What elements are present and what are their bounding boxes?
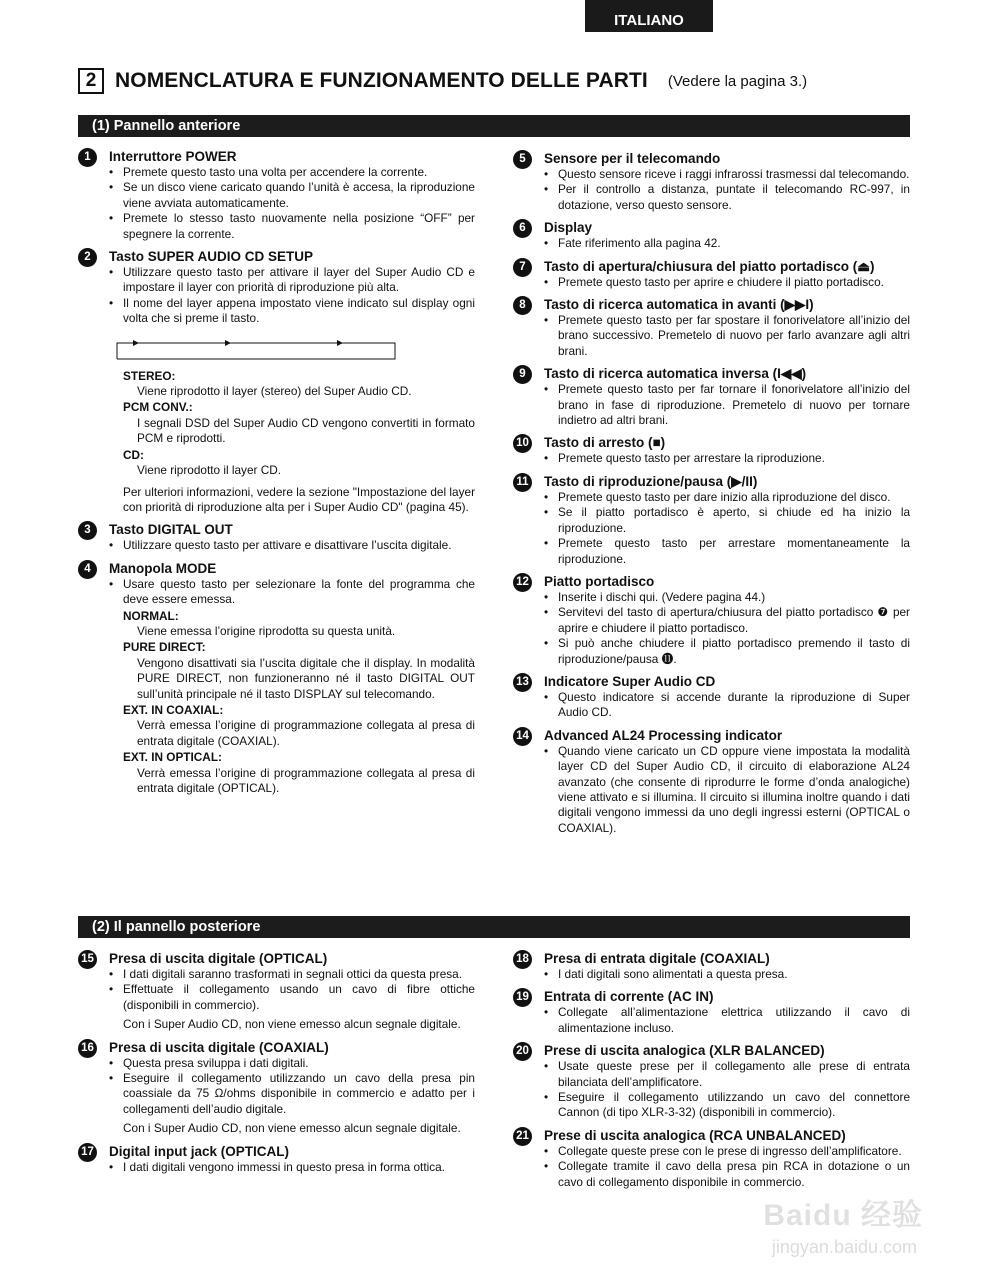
- watermark-url: jingyan.baidu.com: [771, 1237, 917, 1257]
- bullet: • Se un disco viene caricato quando l’unità è accesa, la riproduzione viene avviata automaticamente.: [109, 180, 475, 211]
- chapter-title: NOMENCLATURA E FUNZIONAMENTO DELLE PARTI: [115, 69, 648, 92]
- bullet: • Inserite i dischi qui. (Vedere pagina 44.): [544, 590, 910, 605]
- item-title: Sensore per il telecomando: [544, 151, 721, 166]
- item-title: Prese di uscita analogica (XLR BALANCED): [544, 1043, 825, 1059]
- item-title: Tasto SUPER AUDIO CD SETUP: [109, 249, 314, 265]
- bullet: • I dati digitali vengono immessi in questo presa in forma ottica.: [109, 1160, 475, 1175]
- bullet: • Premete questo tasto per arrestare la riproduzione.: [544, 451, 910, 466]
- mode-description: I segnali DSD del Super Audio CD vengono convertiti in formato PCM e riprodotti.: [137, 415, 475, 446]
- item-13: [513, 673, 910, 721]
- item-note: Con i Super Audio CD, non viene emesso alcun segnale digitale.: [123, 1017, 461, 1032]
- bullet: • Fate riferimento alla pagina 42.: [544, 236, 910, 251]
- bullet: • Premete lo stesso tasto nuovamente nella posizione “OFF” per spegnere la corrente.: [109, 211, 475, 242]
- item-title: Tasto di arresto (■): [544, 435, 666, 451]
- item-number-badge: 5: [513, 150, 532, 169]
- item-number-badge: 9: [513, 365, 532, 384]
- rear-right-column: [513, 950, 910, 1196]
- item-title: Entrata di corrente (AC IN): [544, 989, 714, 1005]
- bullet: • Eseguire il collegamento utilizzando un cavo della presa pin coassiale da 75 Ω/ohms disponibile in commercio e adatto per i collegamenti dell’audio digitale.: [109, 1071, 475, 1117]
- bullet: • Premete questo tasto per aprire e chiudere il piatto portadisco.: [544, 275, 910, 290]
- section-front-heading: (1) Pannello anteriore: [78, 115, 910, 137]
- item-title: Tasto di apertura/chiusura del piatto portadisco (⏏): [544, 258, 875, 274]
- item-title: Tasto di riproduzione/pausa (▶/II): [544, 473, 758, 489]
- item-2: [78, 248, 475, 515]
- bullet: • Collegate queste prese con le prese di ingresso dell’amplificatore.: [544, 1144, 910, 1159]
- item-title: Interruttore POWER: [109, 149, 237, 164]
- item-number-badge: 2: [78, 248, 97, 267]
- item-11: [513, 473, 910, 567]
- item-number-badge: 1: [78, 148, 97, 167]
- item-number-badge: 3: [78, 521, 97, 540]
- mode-label: EXT. IN OPTICAL:: [123, 750, 222, 765]
- chapter-number: 2: [78, 68, 104, 94]
- mode-label: STEREO:: [123, 368, 176, 383]
- item-4: [78, 560, 475, 797]
- item-title: Tasto di ricerca automatica inversa (I◀◀): [544, 366, 807, 382]
- mode-description: Viene emessa l’origine riprodotta su questa unità.: [137, 623, 396, 638]
- item-15: [78, 950, 475, 1033]
- item-8: [513, 296, 910, 359]
- item-title: Advanced AL24 Processing indicator: [544, 727, 783, 743]
- item-title: Presa di entrata digitale (COAXIAL): [544, 951, 770, 966]
- item-number-badge: 13: [513, 673, 532, 692]
- item-19: [513, 988, 910, 1036]
- bullet: • Collegate tramite il cavo della presa pin RCA in dotazione o un cavo di collegamento disponibile in commercio.: [544, 1159, 910, 1190]
- bullet: • Premete questo tasto una volta per accendere la corrente.: [109, 165, 475, 180]
- item-title: Manopola MODE: [109, 560, 217, 576]
- item-title: Indicatore Super Audio CD: [544, 673, 716, 689]
- bullet: • Collegate all’alimentazione elettrica utilizzando il cavo di alimentazione incluso.: [544, 1005, 910, 1036]
- bullet: • Per il controllo a distanza, puntate il telecomando RC-997, in dotazione, verso questo sensore.: [544, 182, 910, 213]
- item-number-badge: 6: [513, 219, 532, 238]
- mode-label: PURE DIRECT:: [123, 640, 206, 655]
- bullet: • Questa presa sviluppa i dati digitali.: [109, 1056, 475, 1071]
- item-number-badge: 19: [513, 988, 532, 1007]
- mode-label: CD:: [123, 447, 144, 462]
- mode-label: EXT. IN COAXIAL:: [123, 702, 224, 717]
- bullet: • Premete questo tasto per far tornare il fonorivelatore all’inizio del brano in fase di riproduzione. Premetelo di nuovo per tornare indietro ad altri brani.: [544, 382, 910, 428]
- front-right-column: [513, 150, 910, 842]
- item-9: [513, 365, 910, 428]
- bullet: • Premete questo tasto per dare inizio alla riproduzione del disco.: [544, 490, 910, 505]
- item-number-badge: 8: [513, 296, 532, 315]
- item-number-badge: 7: [513, 258, 532, 277]
- item-number-badge: 12: [513, 573, 532, 592]
- item-14: [513, 727, 910, 836]
- item-3: [78, 521, 475, 553]
- bullet: • Questo sensore riceve i raggi infrarossi trasmessi dal telecomando.: [544, 167, 910, 182]
- mode-description: Verrà emessa l’origine di programmazione collegata al presa di entrata digitale (COAXIAL).: [137, 718, 475, 748]
- rear-left-column: [78, 950, 475, 1181]
- item-number-badge: 14: [513, 727, 532, 746]
- item-title: Presa di uscita digitale (OPTICAL): [109, 951, 328, 966]
- item-7: [513, 258, 910, 290]
- item-title: Digital input jack (OPTICAL): [109, 1143, 290, 1159]
- mode-description: Verrà emessa l’origine di programmazione collegata al presa di entrata digitale (OPTICAL).: [137, 765, 475, 795]
- bullet: • I dati digitali saranno trasformati in segnali ottici da questa presa.: [109, 967, 475, 982]
- section-rear-heading: (2) Il pannello posteriore: [78, 916, 910, 938]
- chapter-heading: [78, 68, 807, 94]
- bullet: • Il nome del layer appena impostato viene indicato sul display ogni volta che si preme il tasto.: [109, 296, 475, 327]
- item-20: [513, 1042, 910, 1121]
- bullet: • Premete questo tasto per far spostare il fonorivelatore all’inizio del brano successivo. Premetelo di nuovo per farlo avanzare agli altri brani.: [544, 313, 910, 359]
- layer-cycle-diagram: [115, 337, 397, 361]
- bullet: • Quando viene caricato un CD oppure viene impostata la modalità layer CD del Super Audio CD, il circuito di elaborazione AL24 avanzato (che consente di riprodurre le forme d’onda analogiche) viene attivato e si illumina. Il circuito si illumina inoltre quando i dati digitali vengono immessi da uno degli ingressi esterni (OPTICAL o COAXIAL).: [544, 744, 910, 836]
- mode-label: PCM CONV.:: [123, 400, 193, 415]
- bullet: • Usate queste prese per il collegamento alle prese di entrata bilanciata dell’amplificatore.: [544, 1059, 910, 1090]
- item-10: [513, 434, 910, 466]
- item-17: [78, 1143, 475, 1175]
- bullet: • Utilizzare questo tasto per attivare il layer del Super Audio CD e impostare il layer con priorità di riproduzione più alta.: [109, 265, 475, 296]
- item-1: [78, 148, 475, 242]
- chapter-page-ref: (Vedere la pagina 3.): [667, 72, 808, 90]
- item-number-badge: 18: [513, 950, 532, 969]
- item-title: Tasto di ricerca automatica in avanti (▶▶I): [544, 297, 814, 313]
- item-number-badge: 4: [78, 560, 97, 579]
- bullet: • Se il piatto portadisco è aperto, si chiude ed ha inizio la riproduzione.: [544, 505, 910, 536]
- bullet: • Premete questo tasto per arrestare momentaneamente la riproduzione.: [544, 536, 910, 567]
- item-5: [513, 150, 910, 213]
- item-12: [513, 573, 910, 667]
- item-title: Display: [544, 220, 593, 236]
- item-number-badge: 16: [78, 1039, 97, 1058]
- item-title: Presa di uscita digitale (COAXIAL): [109, 1039, 329, 1055]
- mode-description: Viene riprodotto il layer CD.: [137, 463, 282, 478]
- front-left-column: [78, 148, 475, 802]
- item-18: [513, 950, 910, 982]
- item-note: Per ulteriori informazioni, vedere la sezione "Impostazione del layer con priorità di riproduzione alta per i Super Audio CD" (pagina 45).: [123, 484, 475, 514]
- item-number-badge: 20: [513, 1042, 532, 1061]
- mode-description: Viene riprodotto il layer (stereo) del Super Audio CD.: [137, 384, 412, 399]
- item-number-badge: 17: [78, 1143, 97, 1162]
- mode-label: NORMAL:: [123, 608, 179, 623]
- item-21: [513, 1127, 910, 1190]
- bullet: • I dati digitali sono alimentati a questa presa.: [544, 967, 910, 982]
- language-tab: ITALIANO: [585, 0, 713, 32]
- bullet: • Eseguire il collegamento utilizzando un cavo del connettore Cannon (di tipo XLR-3-32) (disponibili in commercio).: [544, 1090, 910, 1121]
- item-title: Piatto portadisco: [544, 573, 655, 589]
- item-number-badge: 11: [513, 473, 532, 492]
- watermark-logo: Baidu 经验: [763, 1199, 923, 1232]
- item-number-badge: 10: [513, 434, 532, 453]
- item-6: [513, 219, 910, 251]
- bullet: • Effettuate il collegamento usando un cavo di fibre ottiche (disponibili in commercio).: [109, 982, 475, 1013]
- bullet: • Si può anche chiudere il piatto portadisco premendo il tasto di riproduzione/pausa ⓫.: [544, 636, 910, 667]
- bullet: • Utilizzare questo tasto per attivare e disattivare l’uscita digitale.: [109, 538, 475, 553]
- item-title: Tasto DIGITAL OUT: [109, 522, 233, 538]
- bullet: • Servitevi del tasto di apertura/chiusura del piatto portadisco ❼ per aprire e chiudere il piatto portadisco.: [544, 605, 910, 636]
- bullet: • Usare questo tasto per selezionare la fonte del programma che deve essere emessa.: [109, 577, 475, 608]
- item-number-badge: 15: [78, 950, 97, 969]
- item-title: Prese di uscita analogica (RCA UNBALANCED): [544, 1127, 846, 1143]
- bullet: • Questo indicatore si accende durante la riproduzione di Super Audio CD.: [544, 690, 910, 721]
- item-16: [78, 1039, 475, 1137]
- item-number-badge: 21: [513, 1127, 532, 1146]
- mode-description: Vengono disattivati sia l’uscita digitale che il display. In modalità PURE DIRECT, non funzioneranno né il tasto DIGITAL OUT sull’unità principale né il tasto DISPLAY sul telecomando.: [137, 655, 475, 701]
- item-note: Con i Super Audio CD, non viene emesso alcun segnale digitale.: [123, 1121, 461, 1136]
